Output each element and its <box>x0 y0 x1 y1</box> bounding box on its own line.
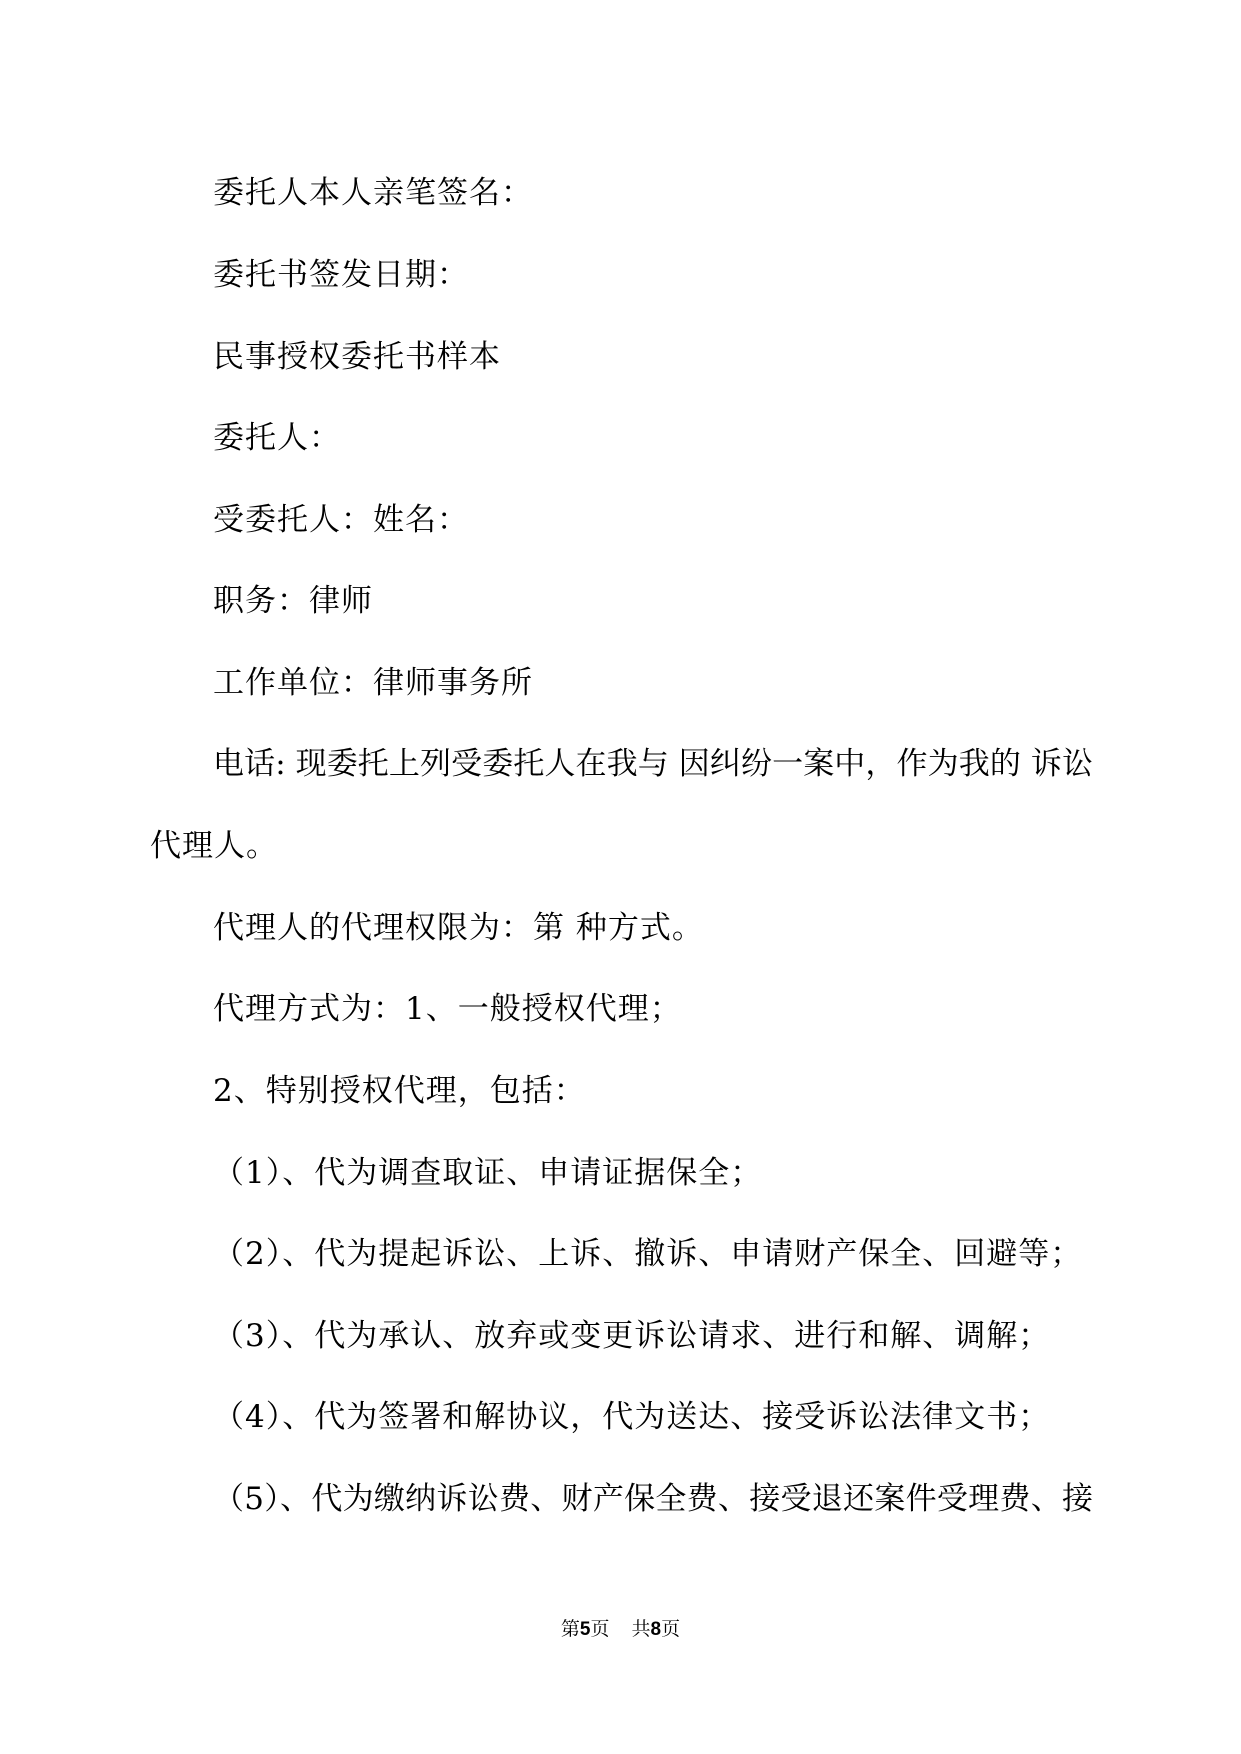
agent-position-line: 职务：律师 <box>213 583 373 619</box>
issue-date-line: 委托书签发日期： <box>213 257 469 293</box>
special-agency-line: 2、特别授权代理，包括： <box>213 1073 586 1109</box>
authority-scope-line: 代理人的代理权限为：第 种方式。 <box>213 910 704 946</box>
total-prefix: 共 <box>631 1618 651 1640</box>
list-item: （4）、代为签署和解协议，代为送达、接受诉讼法律文书； <box>213 1399 1051 1435</box>
page-suffix: 页 <box>590 1618 610 1640</box>
paragraph-continuation: 代理人。 <box>150 828 278 864</box>
agency-method-line: 代理方式为：1、一般授权代理； <box>213 991 682 1027</box>
total-page-number: 8 <box>650 1619 662 1640</box>
phone-entrust-paragraph: 电话: 现委托上列受委托人在我与 因纠纷一案中，作为我的 诉讼 <box>213 746 1093 782</box>
list-item: （5）、代为缴纳诉讼费、财产保全费、接受退还案件受理费、接 <box>213 1481 1093 1517</box>
agent-workplace-line: 工作单位：律师事务所 <box>213 665 533 701</box>
list-item: （2）、代为提起诉讼、上诉、撤诉、申请财产保全、回避等； <box>213 1236 1083 1272</box>
current-page-number: 5 <box>579 1619 591 1640</box>
principal-line: 委托人： <box>213 420 341 456</box>
agent-name-line: 受委托人：姓名： <box>213 502 469 538</box>
list-item: （3）、代为承认、放弃或变更诉讼请求、进行和解、调解； <box>213 1318 1051 1354</box>
signature-line: 委托人本人亲笔签名： <box>213 175 533 211</box>
section-title: 民事授权委托书样本 <box>213 339 501 375</box>
page-prefix: 第 <box>560 1618 580 1640</box>
list-item: （1）、代为调查取证、申请证据保全； <box>213 1155 763 1191</box>
total-suffix: 页 <box>661 1618 681 1640</box>
page-footer <box>0 1617 1241 1642</box>
